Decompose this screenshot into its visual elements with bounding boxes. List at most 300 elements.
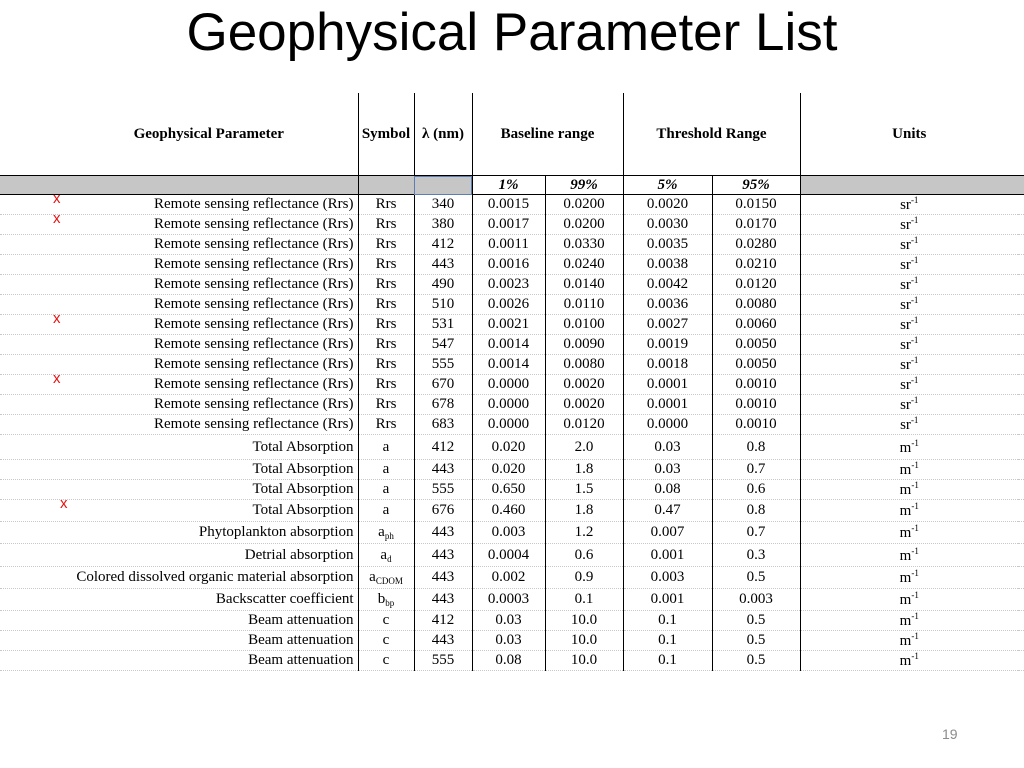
cell-edge bbox=[1018, 355, 1024, 375]
unit-exponent: -1 bbox=[910, 295, 919, 305]
cell-edge bbox=[1018, 335, 1024, 355]
cell-symbol bbox=[358, 651, 414, 671]
cell-wavelength: 670 bbox=[414, 375, 472, 395]
cell-symbol bbox=[358, 435, 414, 460]
table-row bbox=[0, 589, 1024, 611]
cell-edge bbox=[1018, 651, 1024, 671]
rejected-mark: x bbox=[53, 370, 61, 387]
cell-wavelength: 443 bbox=[414, 567, 472, 589]
unit-exponent: -1 bbox=[910, 375, 919, 385]
cell-edge bbox=[1018, 215, 1024, 235]
cell-edge bbox=[1018, 395, 1024, 415]
cell-wavelength: 531 bbox=[414, 315, 472, 335]
cell-baseline-low: 0.002 bbox=[472, 567, 545, 589]
cell-baseline-high: 0.0120 bbox=[545, 415, 623, 435]
cell-threshold-high: 0.0010 bbox=[712, 395, 800, 415]
slide-title: Geophysical Parameter List bbox=[186, 3, 838, 62]
cell-threshold-high: 0.5 bbox=[712, 567, 800, 589]
cell-baseline-high: 0.0240 bbox=[545, 255, 623, 275]
cell-units bbox=[800, 375, 1018, 395]
symbol-subscript: ph bbox=[384, 531, 394, 541]
cell-threshold-high: 0.0150 bbox=[712, 195, 800, 215]
cell-parameter bbox=[0, 415, 358, 435]
unit-base: sr bbox=[900, 197, 911, 213]
cell-threshold-high: 0.0120 bbox=[712, 275, 800, 295]
table-row bbox=[0, 335, 1024, 355]
cell-threshold-low: 0.0036 bbox=[623, 295, 712, 315]
cell-units bbox=[800, 355, 1018, 375]
cell-symbol bbox=[358, 460, 414, 480]
unit-exponent: -1 bbox=[911, 437, 919, 448]
cell-baseline-low: 0.460 bbox=[472, 500, 545, 522]
parameter-label: Remote sensing reflectance (Rrs) bbox=[153, 416, 354, 432]
parameter-label: Remote sensing reflectance (Rrs) bbox=[153, 216, 354, 232]
cell-baseline-high: 0.0330 bbox=[545, 235, 623, 255]
header-threshold: Threshold Range bbox=[623, 93, 800, 176]
unit-exponent: -1 bbox=[910, 415, 919, 425]
header-units: Units bbox=[800, 93, 1018, 176]
parameter-label: Remote sensing reflectance (Rrs) bbox=[153, 256, 354, 272]
parameter-label: Total Absorption bbox=[252, 502, 354, 518]
symbol-subscript: bp bbox=[385, 598, 395, 608]
cell-wavelength: 555 bbox=[414, 355, 472, 375]
table-row bbox=[0, 480, 1024, 500]
cell-wavelength: 443 bbox=[414, 255, 472, 275]
cell-threshold-low: 0.0030 bbox=[623, 215, 712, 235]
parameter-label: Total Absorption bbox=[252, 461, 354, 477]
cell-wavelength: 676 bbox=[414, 500, 472, 522]
table-row bbox=[0, 195, 1024, 215]
percentile-edge bbox=[1018, 176, 1024, 195]
unit-base: sr bbox=[900, 337, 911, 353]
cell-baseline-low: 0.0015 bbox=[472, 195, 545, 215]
cell-units bbox=[800, 395, 1018, 415]
cell-threshold-high: 0.8 bbox=[712, 500, 800, 522]
unit-exponent: -1 bbox=[910, 235, 919, 245]
unit-base: sr bbox=[900, 317, 911, 333]
parameter-label: Beam attenuation bbox=[248, 632, 354, 648]
symbol-subscript: d bbox=[387, 553, 392, 564]
symbol-main: Rrs bbox=[375, 416, 397, 432]
cell-baseline-high: 10.0 bbox=[545, 651, 623, 671]
cell-wavelength: 443 bbox=[414, 522, 472, 544]
parameter-label: Remote sensing reflectance (Rrs) bbox=[153, 396, 354, 412]
cell-baseline-low: 0.0021 bbox=[472, 315, 545, 335]
symbol-main: Rrs bbox=[375, 276, 397, 292]
symbol-main: Rrs bbox=[375, 196, 397, 212]
cell-wavelength: 443 bbox=[414, 631, 472, 651]
header-threshold-low: 5% bbox=[623, 176, 712, 195]
cell-units bbox=[800, 460, 1018, 480]
cell-threshold-low: 0.003 bbox=[623, 567, 712, 589]
cell-edge bbox=[1018, 415, 1024, 435]
parameter-label: Detrial absorption bbox=[244, 546, 354, 563]
unit-exponent: -1 bbox=[910, 275, 919, 285]
cell-symbol bbox=[358, 375, 414, 395]
cell-baseline-low: 0.0003 bbox=[472, 589, 545, 611]
symbol-main: Rrs bbox=[375, 236, 397, 252]
cell-symbol bbox=[358, 522, 414, 544]
unit-base: m bbox=[899, 482, 912, 498]
unit-base: m bbox=[899, 613, 912, 629]
header-symbol: Symbol bbox=[358, 93, 414, 176]
cell-baseline-high: 0.0110 bbox=[545, 295, 623, 315]
cell-wavelength: 443 bbox=[414, 460, 472, 480]
cell-threshold-high: 0.0050 bbox=[712, 355, 800, 375]
parameter-label: Remote sensing reflectance (Rrs) bbox=[153, 276, 354, 292]
cell-parameter bbox=[0, 310, 358, 335]
symbol-main: a bbox=[382, 481, 390, 497]
cell-wavelength: 443 bbox=[414, 544, 472, 567]
cell-parameter bbox=[0, 611, 358, 631]
cell-baseline-high: 0.1 bbox=[545, 589, 623, 611]
cell-baseline-low: 0.650 bbox=[472, 480, 545, 500]
symbol-main: a bbox=[382, 502, 390, 518]
percentile-blank-symbol bbox=[358, 176, 414, 195]
cell-parameter bbox=[0, 275, 358, 295]
cell-baseline-high: 1.5 bbox=[545, 480, 623, 500]
cell-edge bbox=[1018, 631, 1024, 651]
rejected-mark: x bbox=[53, 310, 61, 327]
cell-symbol bbox=[358, 315, 414, 335]
parameter-label: Total Absorption bbox=[252, 438, 354, 455]
cell-baseline-low: 0.0017 bbox=[472, 215, 545, 235]
cell-baseline-high: 0.0200 bbox=[545, 215, 623, 235]
cell-threshold-low: 0.47 bbox=[623, 500, 712, 522]
cell-parameter bbox=[0, 235, 358, 255]
table-row bbox=[0, 544, 1024, 567]
percentile-blank-wavelength[interactable] bbox=[414, 176, 472, 195]
table-row bbox=[0, 275, 1024, 295]
cell-units bbox=[800, 215, 1018, 235]
cell-threshold-low: 0.1 bbox=[623, 651, 712, 671]
symbol-main: c bbox=[382, 652, 390, 668]
cell-baseline-low: 0.03 bbox=[472, 611, 545, 631]
symbol-main: Rrs bbox=[375, 216, 397, 232]
symbol-main: Rrs bbox=[375, 356, 397, 372]
cell-baseline-high: 0.0100 bbox=[545, 315, 623, 335]
cell-baseline-low: 0.0011 bbox=[472, 235, 545, 255]
symbol-main: Rrs bbox=[375, 376, 397, 392]
unit-base: sr bbox=[900, 357, 911, 373]
cell-symbol bbox=[358, 567, 414, 589]
cell-threshold-high: 0.0010 bbox=[712, 375, 800, 395]
table-header-row bbox=[0, 93, 1024, 176]
symbol-main: b bbox=[377, 591, 386, 607]
cell-edge bbox=[1018, 567, 1024, 589]
symbol-main: Rrs bbox=[375, 296, 397, 312]
table-row bbox=[0, 255, 1024, 275]
cell-units bbox=[800, 500, 1018, 522]
cell-edge bbox=[1018, 195, 1024, 215]
cell-parameter bbox=[0, 460, 358, 480]
cell-units bbox=[800, 195, 1018, 215]
table-row bbox=[0, 435, 1024, 460]
cell-threshold-high: 0.0010 bbox=[712, 415, 800, 435]
cell-edge bbox=[1018, 480, 1024, 500]
cell-parameter bbox=[0, 589, 358, 611]
cell-edge bbox=[1018, 275, 1024, 295]
table-row bbox=[0, 522, 1024, 544]
symbol-main: c bbox=[382, 612, 390, 628]
cell-threshold-low: 0.1 bbox=[623, 611, 712, 631]
cell-baseline-high: 1.8 bbox=[545, 460, 623, 480]
rejected-mark: x bbox=[53, 190, 61, 207]
table-row bbox=[0, 395, 1024, 415]
parameter-label: Remote sensing reflectance (Rrs) bbox=[153, 316, 354, 332]
unit-base: m bbox=[899, 547, 912, 564]
symbol-main: a bbox=[378, 524, 385, 540]
rejected-mark: x bbox=[53, 210, 61, 227]
cell-wavelength: 380 bbox=[414, 215, 472, 235]
cell-symbol bbox=[358, 195, 414, 215]
cell-baseline-high: 0.0140 bbox=[545, 275, 623, 295]
symbol-subscript: CDOM bbox=[375, 576, 403, 586]
cell-edge bbox=[1018, 522, 1024, 544]
cell-threshold-high: 0.5 bbox=[712, 651, 800, 671]
cell-threshold-low: 0.0018 bbox=[623, 355, 712, 375]
header-baseline-high: 99% bbox=[545, 176, 623, 195]
cell-baseline-high: 10.0 bbox=[545, 611, 623, 631]
table-row bbox=[0, 235, 1024, 255]
cell-units bbox=[800, 567, 1018, 589]
cell-baseline-low: 0.0026 bbox=[472, 295, 545, 315]
cell-threshold-low: 0.0001 bbox=[623, 375, 712, 395]
cell-threshold-low: 0.0001 bbox=[623, 395, 712, 415]
table-row bbox=[0, 315, 1024, 335]
cell-symbol bbox=[358, 544, 414, 567]
cell-baseline-low: 0.020 bbox=[472, 460, 545, 480]
cell-threshold-high: 0.0050 bbox=[712, 335, 800, 355]
unit-base: m bbox=[899, 439, 912, 456]
cell-baseline-low: 0.03 bbox=[472, 631, 545, 651]
cell-units bbox=[800, 435, 1018, 460]
cell-wavelength: 490 bbox=[414, 275, 472, 295]
cell-threshold-high: 0.8 bbox=[712, 435, 800, 460]
table-row bbox=[0, 215, 1024, 235]
unit-exponent: -1 bbox=[910, 355, 919, 365]
cell-symbol bbox=[358, 480, 414, 500]
cell-symbol bbox=[358, 235, 414, 255]
cell-threshold-high: 0.0170 bbox=[712, 215, 800, 235]
unit-base: m bbox=[899, 592, 912, 608]
cell-parameter bbox=[0, 544, 358, 567]
cell-threshold-high: 0.003 bbox=[712, 589, 800, 611]
cell-units bbox=[800, 295, 1018, 315]
unit-base: sr bbox=[900, 397, 911, 413]
unit-base: sr bbox=[900, 277, 911, 293]
header-baseline-low: 1% bbox=[472, 176, 545, 195]
cell-symbol bbox=[358, 215, 414, 235]
symbol-main: a bbox=[382, 461, 390, 477]
cell-units bbox=[800, 480, 1018, 500]
cell-threshold-low: 0.0020 bbox=[623, 195, 712, 215]
unit-base: sr bbox=[900, 257, 911, 273]
cell-threshold-high: 0.5 bbox=[712, 631, 800, 651]
cell-edge bbox=[1018, 544, 1024, 567]
unit-exponent: -1 bbox=[911, 501, 919, 511]
parameter-label: Remote sensing reflectance (Rrs) bbox=[153, 356, 354, 372]
parameter-label: Total Absorption bbox=[252, 481, 354, 497]
table-row bbox=[0, 375, 1024, 395]
unit-base: sr bbox=[900, 297, 911, 313]
cell-edge bbox=[1018, 435, 1024, 460]
cell-units bbox=[800, 522, 1018, 544]
cell-baseline-low: 0.0000 bbox=[472, 375, 545, 395]
unit-base: m bbox=[899, 570, 912, 586]
symbol-main: Rrs bbox=[375, 256, 397, 272]
cell-symbol bbox=[358, 295, 414, 315]
cell-baseline-high: 0.9 bbox=[545, 567, 623, 589]
cell-parameter bbox=[0, 210, 358, 235]
cell-edge bbox=[1018, 255, 1024, 275]
cell-units bbox=[800, 544, 1018, 567]
unit-base: m bbox=[899, 633, 912, 649]
cell-threshold-high: 0.7 bbox=[712, 522, 800, 544]
cell-parameter bbox=[0, 395, 358, 415]
cell-baseline-low: 0.0004 bbox=[472, 544, 545, 567]
cell-symbol bbox=[358, 589, 414, 611]
cell-units bbox=[800, 255, 1018, 275]
cell-wavelength: 412 bbox=[414, 235, 472, 255]
cell-baseline-low: 0.020 bbox=[472, 435, 545, 460]
cell-baseline-low: 0.0000 bbox=[472, 415, 545, 435]
cell-parameter bbox=[0, 370, 358, 395]
unit-base: m bbox=[899, 525, 912, 541]
table-row bbox=[0, 500, 1024, 522]
cell-edge bbox=[1018, 315, 1024, 335]
cell-edge bbox=[1018, 375, 1024, 395]
parameter-label: Remote sensing reflectance (Rrs) bbox=[153, 236, 354, 252]
cell-threshold-high: 0.6 bbox=[712, 480, 800, 500]
cell-parameter bbox=[0, 255, 358, 275]
cell-baseline-low: 0.0016 bbox=[472, 255, 545, 275]
cell-parameter bbox=[0, 567, 358, 589]
parameter-table bbox=[0, 93, 1024, 671]
cell-wavelength: 555 bbox=[414, 480, 472, 500]
unit-exponent: -1 bbox=[911, 460, 919, 470]
cell-units bbox=[800, 415, 1018, 435]
cell-baseline-low: 0.0000 bbox=[472, 395, 545, 415]
cell-units bbox=[800, 631, 1018, 651]
unit-exponent: -1 bbox=[910, 315, 919, 325]
cell-baseline-high: 0.0080 bbox=[545, 355, 623, 375]
percentile-blank-units bbox=[800, 176, 1018, 195]
cell-symbol bbox=[358, 355, 414, 375]
cell-threshold-low: 0.0019 bbox=[623, 335, 712, 355]
cell-wavelength: 683 bbox=[414, 415, 472, 435]
cell-symbol bbox=[358, 255, 414, 275]
cell-threshold-low: 0.007 bbox=[623, 522, 712, 544]
cell-threshold-low: 0.0038 bbox=[623, 255, 712, 275]
cell-threshold-high: 0.5 bbox=[712, 611, 800, 631]
table-row bbox=[0, 651, 1024, 671]
page-number: 19 bbox=[942, 726, 958, 742]
header-threshold-high: 95% bbox=[712, 176, 800, 195]
cell-units bbox=[800, 589, 1018, 611]
cell-parameter bbox=[0, 480, 358, 500]
unit-base: sr bbox=[900, 377, 911, 393]
parameter-label: Beam attenuation bbox=[248, 652, 354, 668]
header-baseline: Baseline range bbox=[472, 93, 623, 176]
cell-baseline-high: 0.0020 bbox=[545, 375, 623, 395]
cell-threshold-low: 0.0042 bbox=[623, 275, 712, 295]
cell-baseline-high: 0.0020 bbox=[545, 395, 623, 415]
cell-parameter bbox=[0, 631, 358, 651]
cell-baseline-high: 10.0 bbox=[545, 631, 623, 651]
unit-exponent: -1 bbox=[911, 590, 919, 600]
unit-exponent: -1 bbox=[910, 195, 919, 205]
unit-exponent: -1 bbox=[910, 215, 919, 225]
header-edge bbox=[1018, 93, 1024, 176]
cell-threshold-low: 0.001 bbox=[623, 589, 712, 611]
cell-baseline-high: 0.0090 bbox=[545, 335, 623, 355]
cell-symbol bbox=[358, 335, 414, 355]
cell-threshold-low: 0.03 bbox=[623, 435, 712, 460]
cell-baseline-high: 0.6 bbox=[545, 544, 623, 567]
cell-baseline-low: 0.0023 bbox=[472, 275, 545, 295]
cell-threshold-low: 0.001 bbox=[623, 544, 712, 567]
cell-threshold-high: 0.0210 bbox=[712, 255, 800, 275]
header-wavelength: λ (nm) bbox=[414, 93, 472, 176]
unit-exponent: -1 bbox=[911, 631, 919, 641]
cell-baseline-high: 1.2 bbox=[545, 522, 623, 544]
cell-parameter bbox=[0, 522, 358, 544]
cell-parameter bbox=[0, 651, 358, 671]
cell-edge bbox=[1018, 500, 1024, 522]
cell-units bbox=[800, 235, 1018, 255]
table-row bbox=[0, 631, 1024, 651]
cell-baseline-low: 0.0014 bbox=[472, 335, 545, 355]
unit-base: sr bbox=[900, 217, 911, 233]
cell-wavelength: 678 bbox=[414, 395, 472, 415]
cell-wavelength: 412 bbox=[414, 611, 472, 631]
unit-base: m bbox=[899, 503, 912, 519]
cell-symbol bbox=[358, 500, 414, 522]
cell-units bbox=[800, 315, 1018, 335]
symbol-main: Rrs bbox=[375, 396, 397, 412]
cell-baseline-high: 2.0 bbox=[545, 435, 623, 460]
parameter-label: Beam attenuation bbox=[248, 612, 354, 628]
cell-wavelength: 547 bbox=[414, 335, 472, 355]
unit-base: sr bbox=[900, 417, 911, 433]
cell-edge bbox=[1018, 589, 1024, 611]
cell-edge bbox=[1018, 235, 1024, 255]
cell-threshold-high: 0.0060 bbox=[712, 315, 800, 335]
cell-symbol bbox=[358, 415, 414, 435]
cell-units bbox=[800, 335, 1018, 355]
header-parameter: Geophysical Parameter bbox=[0, 93, 358, 176]
cell-baseline-low: 0.003 bbox=[472, 522, 545, 544]
unit-exponent: -1 bbox=[911, 545, 919, 556]
unit-exponent: -1 bbox=[911, 611, 919, 621]
cell-parameter bbox=[0, 435, 358, 460]
unit-base: m bbox=[899, 653, 912, 669]
cell-symbol bbox=[358, 631, 414, 651]
parameter-label: Phytoplankton absorption bbox=[198, 524, 354, 540]
cell-symbol bbox=[358, 611, 414, 631]
cell-threshold-high: 0.0280 bbox=[712, 235, 800, 255]
cell-wavelength: 443 bbox=[414, 589, 472, 611]
cell-threshold-low: 0.03 bbox=[623, 460, 712, 480]
table-row bbox=[0, 460, 1024, 480]
symbol-main: a bbox=[369, 569, 376, 585]
cell-threshold-low: 0.0035 bbox=[623, 235, 712, 255]
unit-exponent: -1 bbox=[910, 255, 919, 265]
cell-wavelength: 555 bbox=[414, 651, 472, 671]
cell-units bbox=[800, 651, 1018, 671]
cell-threshold-high: 0.0080 bbox=[712, 295, 800, 315]
